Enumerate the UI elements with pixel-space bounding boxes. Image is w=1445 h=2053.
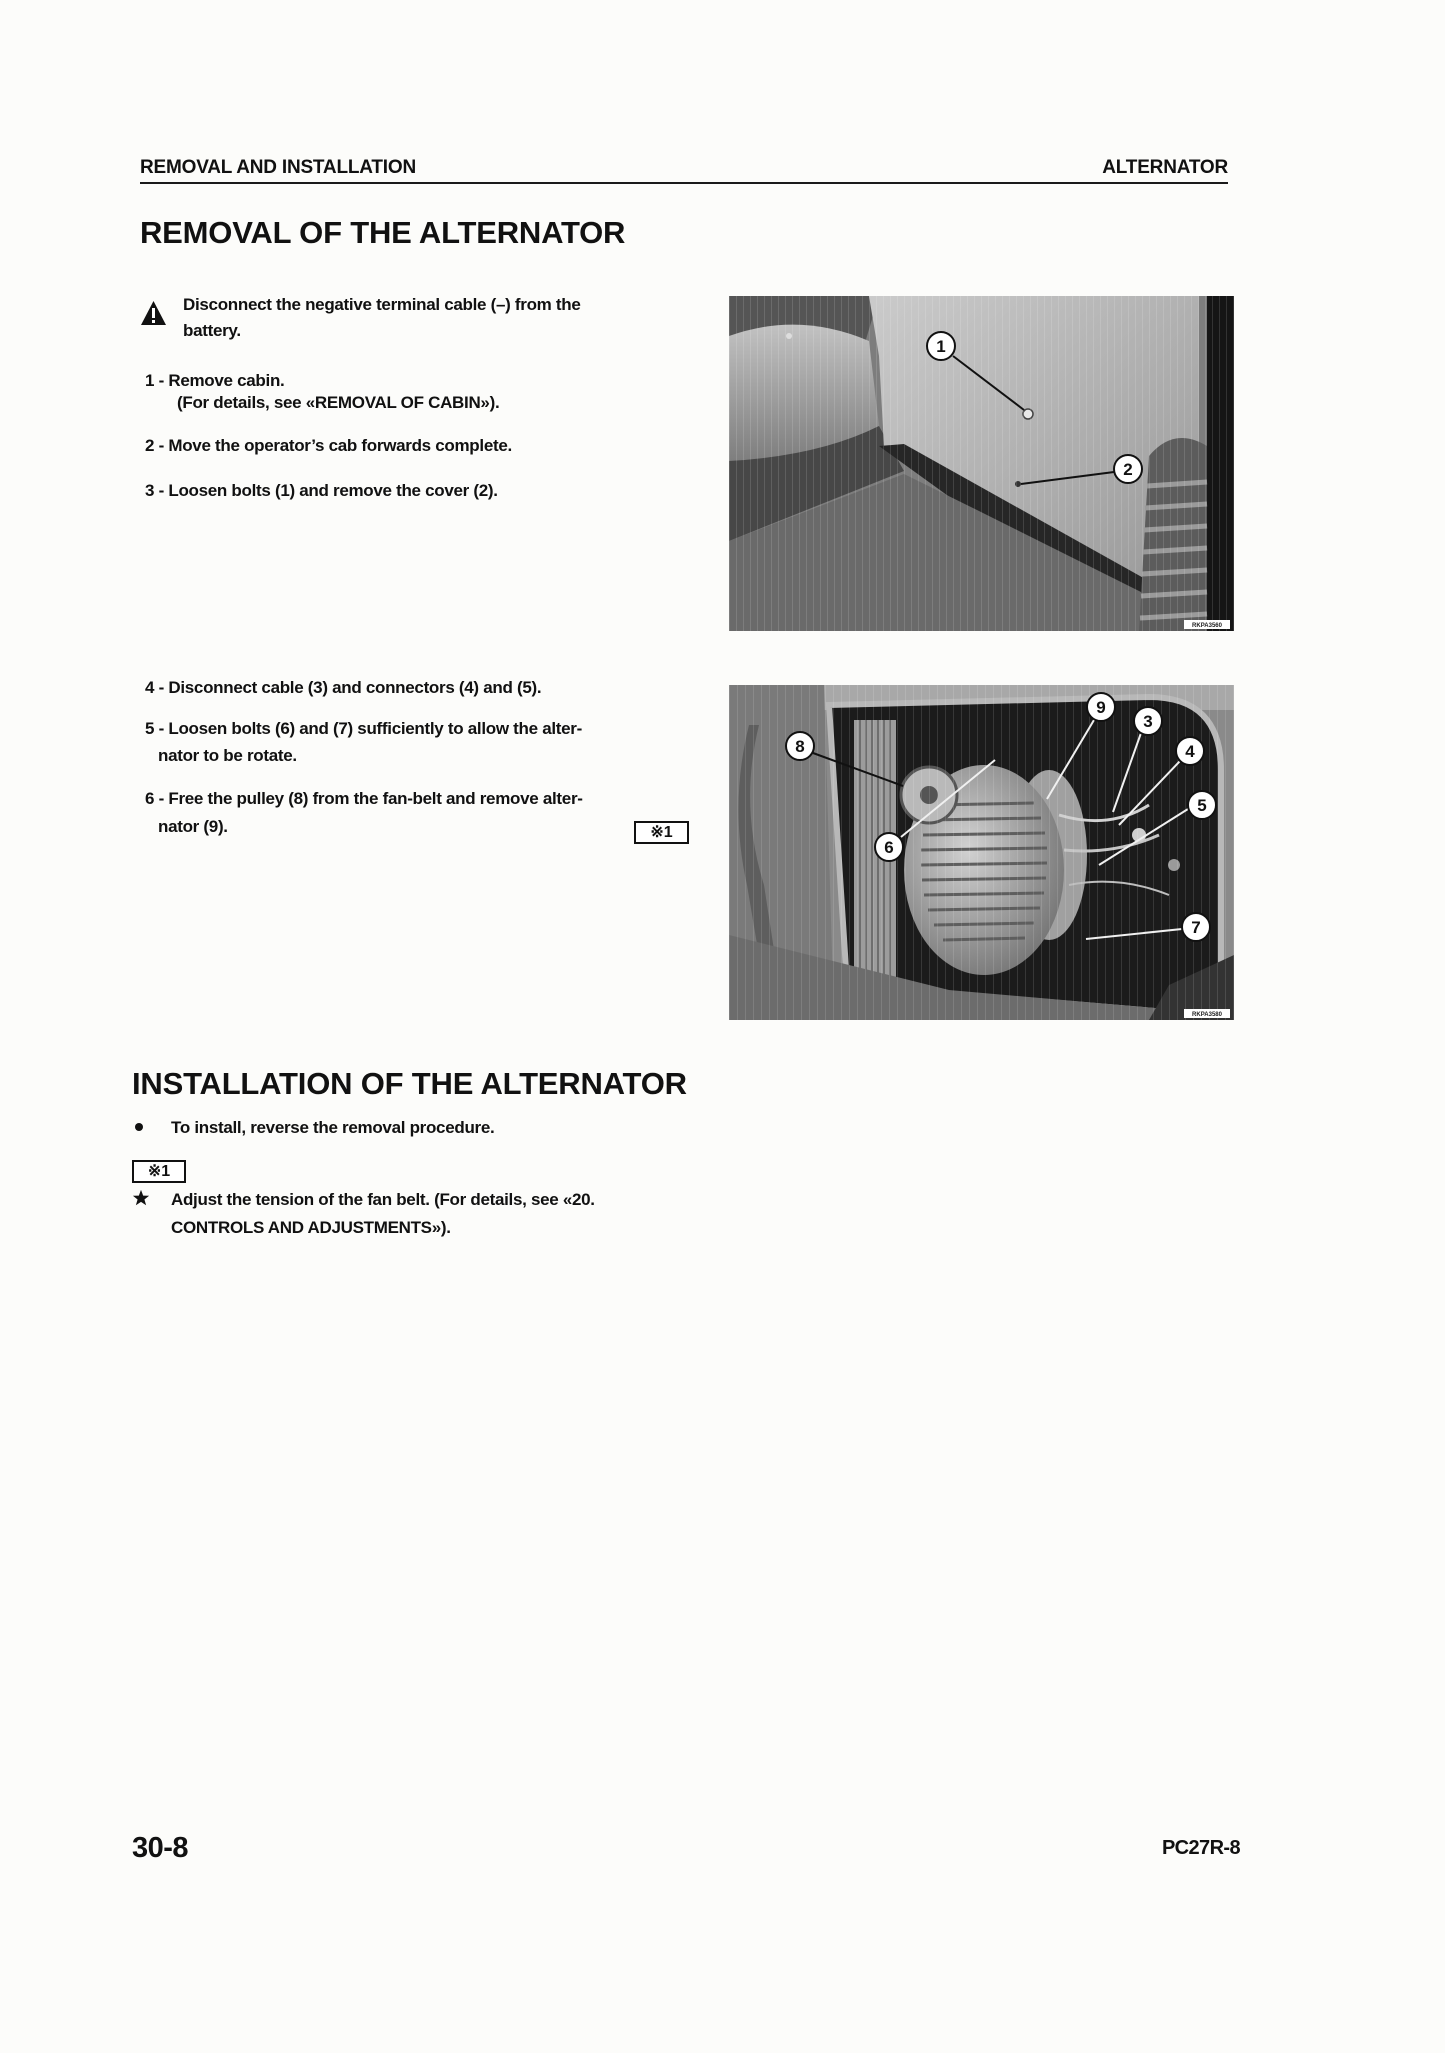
reference-mark: ※1 xyxy=(132,1160,186,1183)
svg-text:5: 5 xyxy=(1197,796,1207,815)
svg-text:4: 4 xyxy=(1185,742,1195,761)
svg-text:3: 3 xyxy=(1143,712,1153,731)
model-code: PC27R-8 xyxy=(1161,1837,1240,1859)
star-icon xyxy=(132,1189,150,1207)
svg-text:2: 2 xyxy=(1123,460,1133,479)
svg-text:9: 9 xyxy=(1096,698,1106,717)
step-1-detail-line: (For details, see «REMOVAL OF CABIN»). xyxy=(177,393,500,412)
step-3-line: 3 - Loosen bolts (1) and remove the cover (2). xyxy=(145,481,498,500)
bullet-icon xyxy=(135,1123,143,1131)
page-number: 30-8 xyxy=(132,1832,189,1864)
step-2-line: 2 - Move the operator’s cab forwards complete. xyxy=(145,436,512,455)
section-header: REMOVAL AND INSTALLATION xyxy=(140,157,416,178)
removal-title: REMOVAL OF THE ALTERNATOR xyxy=(140,215,626,250)
installation-bullet-text: To install, reverse the removal procedure. xyxy=(171,1118,495,1137)
svg-text:6: 6 xyxy=(884,838,894,857)
step-5-line: 5 - Loosen bolts (6) and (7) sufficiently to allow the alter- xyxy=(145,719,582,738)
warning-text-line: battery. xyxy=(183,321,241,340)
warning-triangle-icon xyxy=(140,300,167,326)
step-4-line: 4 - Disconnect cable (3) and connectors (4) and (5). xyxy=(145,678,542,697)
installation-title: INSTALLATION OF THE ALTERNATOR xyxy=(132,1066,687,1101)
step-5-line-continued: nator to be rotate. xyxy=(158,746,297,765)
header-rule xyxy=(140,182,1228,184)
figure-code: RKPA3580 xyxy=(1192,1012,1222,1018)
warning-text-line: Disconnect the negative terminal cable (–) from the xyxy=(183,295,581,314)
installation-note-line: CONTROLS AND ADJUSTMENTS»). xyxy=(171,1218,451,1237)
svg-text:7: 7 xyxy=(1191,918,1201,937)
step-6-line: 6 - Free the pulley (8) from the fan-belt and remove alter- xyxy=(145,789,583,808)
svg-text:1: 1 xyxy=(936,337,946,356)
installation-note-line: Adjust the tension of the fan belt. (For details, see «20. xyxy=(171,1190,595,1209)
reference-mark: ※1 xyxy=(634,821,689,844)
alternator-photo xyxy=(729,685,1234,1020)
cover-removal-photo xyxy=(729,296,1234,631)
figure-code: RKPA3560 xyxy=(1192,623,1222,629)
topic-header: ALTERNATOR xyxy=(1102,157,1228,178)
svg-text:8: 8 xyxy=(795,737,805,756)
step-6-line-continued: nator (9). xyxy=(158,817,228,836)
step-1-line: 1 - Remove cabin. xyxy=(145,371,285,390)
